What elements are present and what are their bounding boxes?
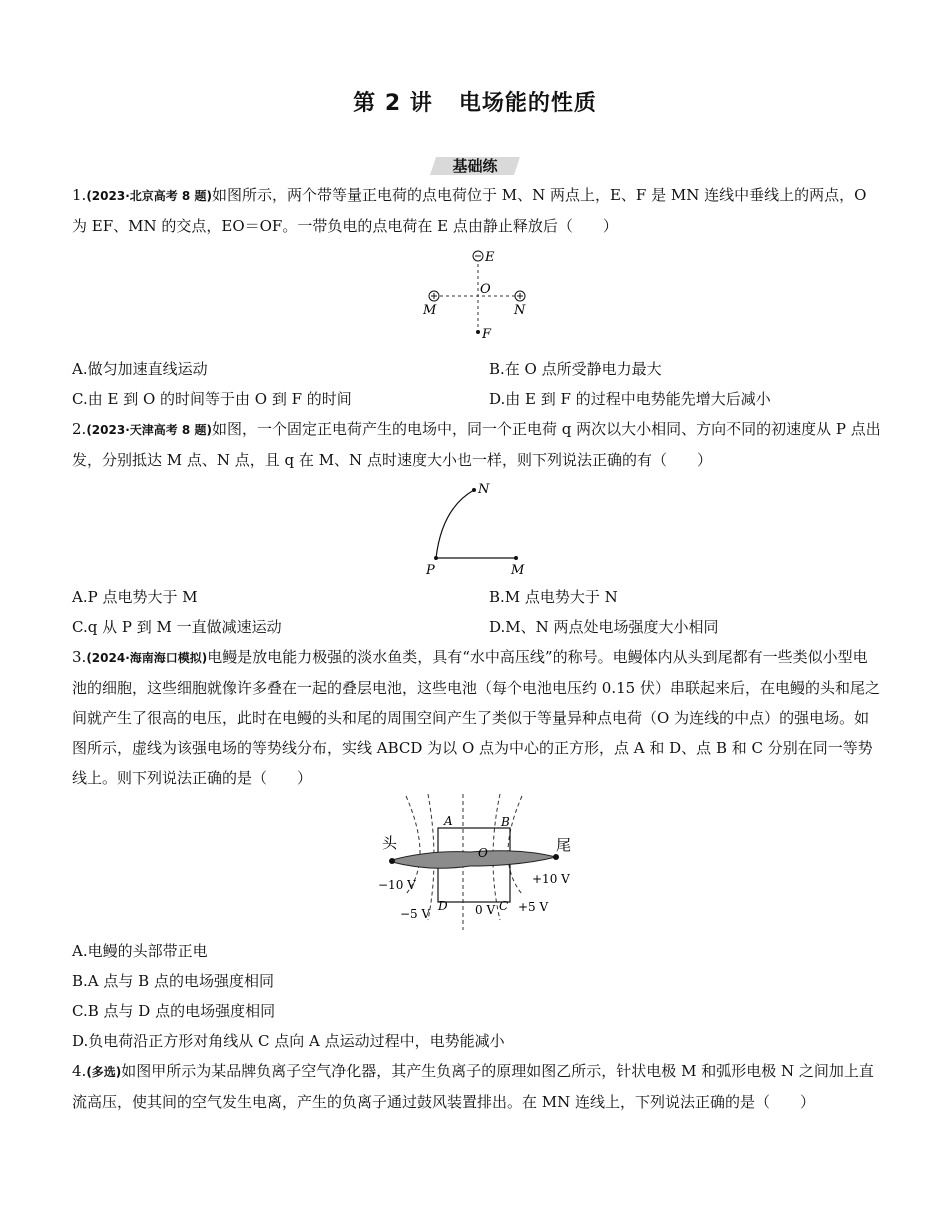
negative-charge-e (473, 251, 483, 261)
lecture-topic: 电场能的性质 (458, 91, 597, 116)
label-tail: 尾 (556, 836, 572, 854)
question-source: (多选) (86, 1065, 122, 1079)
q3-option-c: C.B 点与 D 点的电场强度相同 (72, 1002, 276, 1020)
q2-option-d: D.M、N 两点处电场强度大小相同 (489, 618, 719, 636)
label-p: P (426, 563, 435, 578)
label-f: F (482, 327, 492, 342)
q2-option-a: A.P 点电势大于 M (72, 588, 198, 606)
label-a: A (444, 814, 453, 828)
section-label: 基础练 (452, 157, 498, 175)
positive-charge-m (429, 291, 439, 301)
question-text: 电鳗是放电能力极强的淡水鱼类，具有“水中高压线”的称号。电鳗体内从头到尾都有一些类似小型电池的细胞，这些细胞就像许多叠在一起的叠层电池，这些电池（每个电池电压约 0.15 伏）串联起来后，在电鳗的头和尾之间就产生了很高的电压，此时在电鳗的头和尾的周围空间产生了类似于等量异种点电荷（O 为连线的中点）的强电场。如图所示，虚线为该强电场的等势线分布，实线 ABCD 为以 O 点为中心的正方形，点 A 和 D、点 B 和 C 分别在同一等势线上。则下列说法正确的是（ ） (72, 648, 880, 787)
question-text: 如图甲所示为某品牌负离子空气净化器，其产生负离子的原理如图乙所示，针状电极 M 和弧形电极 N 之间加上直流高压，使其间的空气发生电离，产生的负离子通过鼓风装置排出。在 MN 连线上，下列说法正确的是（ ） (72, 1062, 874, 1111)
eel-head-point (389, 858, 395, 864)
q1-option-c: C.由 E 到 O 的时间等于由 O 到 F 的时间 (72, 390, 352, 408)
label-neg5v: −5 V (400, 907, 431, 921)
positive-charge-n (515, 291, 525, 301)
q1-figure (410, 242, 540, 347)
label-d: D (438, 899, 448, 913)
label-m: M (423, 303, 437, 318)
section-banner (430, 153, 520, 177)
label-o: O (478, 846, 488, 860)
label-neg10v: −10 V (378, 878, 416, 892)
question-source: (2023·天津高考 8 题) (86, 423, 212, 437)
q1-option-d: D.由 E 到 F 的过程中电势能先增大后减小 (489, 390, 771, 408)
label-m: M (511, 563, 525, 578)
point-f (476, 330, 480, 334)
q3-option-a: A.电鳗的头部带正电 (72, 942, 208, 960)
question-text: 如图所示，两个带等量正电荷的点电荷位于 M、N 两点上，E、F 是 MN 连线中垂线上的两点，O 为 EF、MN 的交点，EO＝OF。一带负电的点电荷在 E 点由静止释放后（ ） (72, 186, 867, 235)
label-o: O (480, 282, 491, 297)
eel-body (392, 851, 556, 868)
q1-option-a: A.做匀加速直线运动 (72, 360, 208, 378)
q1-option-b: B.在 O 点所受静电力最大 (489, 360, 662, 378)
question-text: 如图，一个固定正电荷产生的电场中，同一个正电荷 q 两次以大小相同、方向不同的初速度从 P 点出发，分别抵达 M 点、N 点，且 q 在 M、N 点时速度大小也一样，则下列说法正确的有（ ） (72, 420, 881, 469)
q2-option-b: B.M 点电势大于 N (489, 588, 618, 606)
question-source: (2023·北京高考 8 题) (86, 189, 212, 203)
question-1-stem (72, 180, 882, 241)
lecture-number: 第 2 讲 (353, 91, 433, 116)
point-p (434, 556, 438, 560)
question-number: 2. (72, 420, 87, 438)
eel-tail-point (553, 854, 559, 860)
q3-option-d: D.负电荷沿正方形对角线从 C 点向 A 点运动过程中，电势能减小 (72, 1032, 505, 1050)
question-4-stem (72, 1056, 882, 1117)
question-2-stem (72, 414, 882, 475)
question-number: 1. (72, 186, 87, 204)
question-3-stem (72, 642, 882, 793)
label-n: N (478, 482, 490, 497)
trajectory-p-to-n (436, 490, 474, 558)
label-0v: 0 V (475, 903, 496, 917)
page-title (0, 86, 950, 117)
q3-figure (370, 790, 580, 935)
label-head: 头 (382, 834, 398, 852)
label-e: E (485, 250, 495, 265)
question-number: 3. (72, 648, 87, 666)
q3-option-b: B.A 点与 B 点的电场强度相同 (72, 972, 274, 990)
point-n (472, 488, 476, 492)
question-source: (2024·海南海口模拟) (86, 651, 208, 665)
q2-option-c: C.q 从 P 到 M 一直做减速运动 (72, 618, 282, 636)
point-m (514, 556, 518, 560)
label-c: C (499, 899, 509, 913)
label-b: B (501, 815, 510, 829)
label-pos10v: +10 V (532, 872, 570, 886)
label-n: N (514, 303, 526, 318)
label-pos5v: +5 V (518, 900, 549, 914)
question-number: 4. (72, 1062, 87, 1080)
q2-figure (420, 478, 530, 578)
